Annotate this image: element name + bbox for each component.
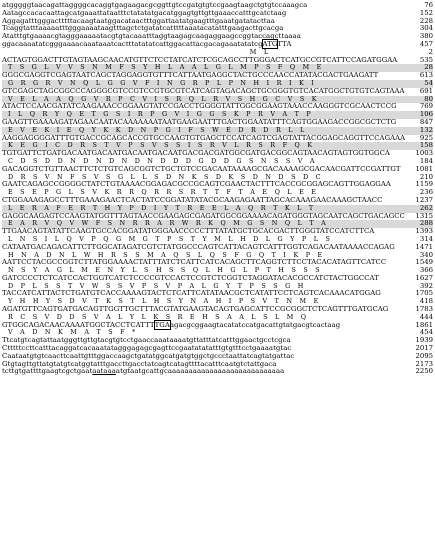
position-number: 106 — [419, 110, 433, 119]
sequence-figure — [2, 2, 433, 376]
sequence-segment: E S E P G L S V K R R Q R R S R T T F T A E Q L E E — [8, 188, 318, 197]
position-number: 2173 — [415, 359, 433, 368]
sequence-segment: GACAGGTCTGTTAACTTCTCTGTCAGCGGTCTGCTGTCCGACAATAAAAGCGACAAAAGCGACAACGATTCCGATTGT — [2, 164, 401, 173]
sequence-segment: V E L A A Q G V R P C V I S R Q L R V S H G C V S K — [8, 94, 318, 103]
sequence-segment: TGTGATTCTGATGACAATGACAATGACAATGACAATGACGACGATGGCGATGACGGCAGTAACAGTAGTGGTGGCA — [2, 149, 390, 158]
sequence-segment: Caataatgtgtcaacttcaattgtttggaccaagctgatatggcatgatgtggctgccctaattatcagtatgattac — [2, 351, 295, 360]
position-number: 2250 — [415, 367, 433, 376]
sequence-segment: GAGGCAAGAGTCCAAGTATGGTTTAGTAACCGAAGAGCGAGATGGCGGAAAACAGATGGGTAGCAATCAGCTGACAGCC — [2, 211, 405, 220]
position-number: 613 — [419, 71, 433, 80]
position-number: 228 — [419, 16, 433, 25]
position-number: 1159 — [415, 180, 433, 189]
position-number: 54 — [424, 78, 433, 87]
sequence-segment: V A D N K M A T S F * — [8, 328, 137, 337]
sequence-segment: Atatttgtgaaaacgtagggaaaaatacgtgtacaaatttaggtaagagcaagaggaagccggtaccagcttaaaa — [2, 32, 301, 41]
position-number: 1003 — [415, 149, 433, 158]
sequence-segment: Y H H Y S D V T K S T L H S Y N A H I P S V T N M E — [8, 297, 320, 306]
sequence-segment: AATTCCTACGCCGGTCTTATGGAAAACTATTTATCTCATTCATCACAGCTTCAGGTCTTCCTACACATAGTTCATCC — [2, 258, 387, 267]
sequence-segment: CTGGAAAGAGCCTTTGAAAGAACTCACTATCCGGATATATACGCAAGAGAATTAGCACAAAGAACAAAGCTAACC — [2, 195, 383, 204]
position-number: 304 — [419, 24, 433, 33]
position-number: 2 — [428, 47, 433, 56]
position-number: 691 — [419, 86, 433, 95]
sequence-segment: Ctttttccttcatttacaggatcacaaatatagggagagcgagttccgaatatatatttgtgtttcctgaaaatgtac — [2, 344, 292, 353]
position-number: 454 — [419, 328, 433, 337]
position-number: 152 — [419, 8, 433, 17]
sequence-segment: atgtaatgcattgcaaaaaaaaaaaaaaaaaaaaaaaaaaaa — [115, 367, 285, 376]
position-number: 1315 — [415, 211, 433, 220]
position-number: 210 — [419, 172, 433, 181]
position-number: 535 — [419, 55, 433, 64]
sequence-segment: I L Q R Y Q E T G S I R P G V I G G S K P R V A T P — [8, 110, 312, 119]
position-number: 1081 — [415, 164, 433, 173]
codon-box: TGA — [154, 320, 170, 329]
polya-signal: aataaa — [92, 367, 116, 376]
sequence-segment: CATAATGACAGACATTCTTGGCATAGATCGTCTATGGCCCAGTCATTACAGTCATTTGGTCAGACAATAAAACCAGAG — [2, 242, 395, 251]
sequence-segment: M L — [8, 47, 270, 56]
position-number: 1393 — [415, 227, 433, 236]
sequence-segment: E A R V Q V W F S N R R A R W R K Q M G S N Q L T A — [8, 219, 327, 228]
sequence-segment: G R G R V N Q L G G V F I N G R P L P N H I R I K I — [8, 78, 315, 87]
position-number: 366 — [419, 266, 433, 275]
sequence-segment: C D S D D N D N D N D N D D D G D D G S N S S V A — [8, 156, 316, 165]
sequence-segment: GGGCGAGGTCGAGTAATCAGCTAGGAGGTGTTTCATTAATGAGGCTACTGCCCAACCATATACGACTGAAGATT — [2, 71, 379, 80]
sequence-segment: AGATGTTCAGTGATGACAGTTGGTTGCTTTACGTATGAAGTACAGTGAGCATTCCGCGGCTCTCAGTTTGATGCAG — [2, 305, 389, 314]
sequence-segment: GAAGTTGAAAAGATAGAACAATACAAAAAAATAATGAAGAATTTGACTGGAATATTTCAGTGGAAGACCGGCGCTCTG — [2, 117, 397, 126]
sequence-segment: Aatagccacacaattagcatgaaattataatttctatatatgacatggagtgttgttgaaaccatttgcatctaag — [2, 8, 287, 17]
position-number: 288 — [419, 219, 433, 228]
position-number: 380 — [419, 32, 433, 41]
sequence-segment: N S Y A G L M E N Y L S H S S Q L H G L P T H S S S — [8, 266, 321, 275]
position-number: 2095 — [415, 351, 433, 360]
nucleotide-row — [2, 368, 433, 376]
position-number: 158 — [419, 141, 433, 150]
position-number: 314 — [419, 234, 433, 243]
sequence-segment: H N A D N L W H R S S M A Q S L Q S F G Q T I K P E — [8, 250, 324, 259]
position-number: 1705 — [415, 289, 433, 298]
sequence-segment: tcttgtgattttgaagtcgctgaat — [2, 367, 93, 376]
position-number: 1861 — [415, 320, 433, 329]
position-number: 1627 — [415, 273, 433, 282]
position-number: 925 — [419, 133, 433, 142]
nucleotide-sequence — [2, 368, 284, 376]
position-number: 1237 — [415, 195, 433, 204]
position-number: 28 — [424, 63, 433, 72]
position-number: 1549 — [415, 258, 433, 267]
position-number: 76 — [424, 1, 433, 9]
sequence-segment: GTGGCAGACAACAAAATGGCTACCTCATTT — [2, 320, 155, 329]
sequence-segment: R C S V D D S V A L Y L K S R E H S A A L S L M Q — [8, 312, 308, 321]
position-number: 184 — [419, 156, 433, 165]
sequence-segment: E V E K I E Q Y K K D N P G I F S W E D R D R L L — [8, 125, 306, 134]
position-number: 2017 — [415, 344, 433, 353]
sequence-segment: ggacaaaatatcgggaaaacaaataaatcactttatatatcattggacattacgacagaaatatatcg — [2, 39, 263, 48]
sequence-segment: L N S I L Q V P Q G M G T P S T Y M L H D L G Y P L S — [8, 234, 332, 243]
codon-box: ATG — [262, 39, 278, 48]
sequence-segment: ATACTCCAACGATATCAAGAAACCGGAAGTATCCGACCTGGGGTATTGGCGGAAGTAAACCAAGGGTCGCAACTCCG — [2, 102, 397, 111]
sequence-segment: TTA — [277, 39, 292, 48]
position-number: 132 — [419, 125, 433, 134]
sequence-segment: TACCATCATTACTCTGATGTCACCAAAAGTACTCTCATTCATATAACGCTCATATTCCTCAGTCACAAACATGGAG — [2, 289, 381, 298]
sequence-segment: D R S V N F S V S G L L S D N K S D K S D N D S D C — [8, 172, 322, 181]
sequence-segment: Ttcatgtcagtattaatgggttgttgtacgtgtcctgaaccaaataaaatgttatttatcatttggaactgcctcgca — [2, 336, 291, 345]
position-number: 418 — [419, 297, 433, 306]
sequence-segment: Gtgtagttgttatgtatgtcatggtatttgaccttgacctatcagtcatagttttacatttcaatgtctattgaca — [2, 359, 277, 368]
position-number: 769 — [419, 102, 433, 111]
sequence-segment: Tcaggtatttaaaaatttgggaaaataagtttagctctgatatcatttttaaatacatatttgaagacttgcacga — [2, 24, 284, 33]
position-number: 80 — [424, 94, 433, 103]
sequence-segment: GAATCAGAGCCGGGGCTATCTGTAAAACGGAGACGCCGCAGTCGAACTACTTTCACCGCGGAGCAGTTGGAGGAA — [2, 180, 391, 189]
sequence-segment: Aggagatttgggactttttacaagtaatggacataactttggattaatatgaagtttgaaatgatatacttaa — [2, 16, 275, 25]
sequence-segment: K E G I C D R S T V P S V S S I S R V L R S R F Q K — [8, 141, 314, 150]
position-number: 1471 — [415, 242, 433, 251]
position-number: 1939 — [415, 336, 433, 345]
position-number: 262 — [419, 203, 433, 212]
sequence-segment: ACTAGTGGACTTGTAGTAAGCAACATGTTCTCCTATCATCTCGCAGCCTTGGGACTCATGCCGTCATTCCAGATGGAA — [2, 55, 398, 64]
sequence-segment: TTGAACAGTATATTCAAGTGCCACGGATATGGGAACCCCCTTTATATGCTGCACGACTTGGGTATCCATCTTCA — [2, 227, 375, 236]
position-number: 236 — [419, 188, 433, 197]
position-number: 392 — [419, 281, 433, 290]
position-number: 444 — [419, 312, 433, 321]
sequence-segment: D P L S S T V W S S V P S V P A L G Y T P S S G H — [8, 281, 305, 290]
sequence-segment: GTCGAGCTAGCGGCCCAGGGCGTCCGTCCGTGCGTCATCAGTAGACAGCTGCGGGTGTCACATGGCTGTGTCAGTAAA — [2, 86, 405, 95]
sequence-segment: L E R A F E R T H Y P D I Y T R E E L A Q R T K L T — [8, 203, 315, 212]
position-number: 847 — [419, 117, 433, 126]
sequence-segment: T S G L V V S N M F S Y H L A A L G L M P S F Q M E — [8, 63, 323, 72]
sequence-segment: atgggggtaacagattaggggcacaggtgagaagacgcggttgtccgatgtgtccgaagtaagctgtgtccaaagca — [2, 1, 308, 9]
sequence-segment: agacgcggaagtacatatccatgacattgtatgacgtcactaag — [169, 320, 341, 329]
sequence-segment: AAGGAGGGGATTTGTGACCGCAGCACCGTGCCAAGTGTGAGCTCCATCAGTCGAGTATTACGGAGCAGGTTCCAGAAA — [2, 133, 406, 142]
position-number: 340 — [419, 250, 433, 259]
sequence-segment: GATCCCCTCTCATCCACTGGTCATCTCCCCGTCCACTCCGTCTCGGTCTAGGATACACGCCATCTACTGGCCAT — [2, 273, 379, 282]
position-number: 457 — [419, 39, 433, 48]
position-number: 1783 — [415, 305, 433, 314]
